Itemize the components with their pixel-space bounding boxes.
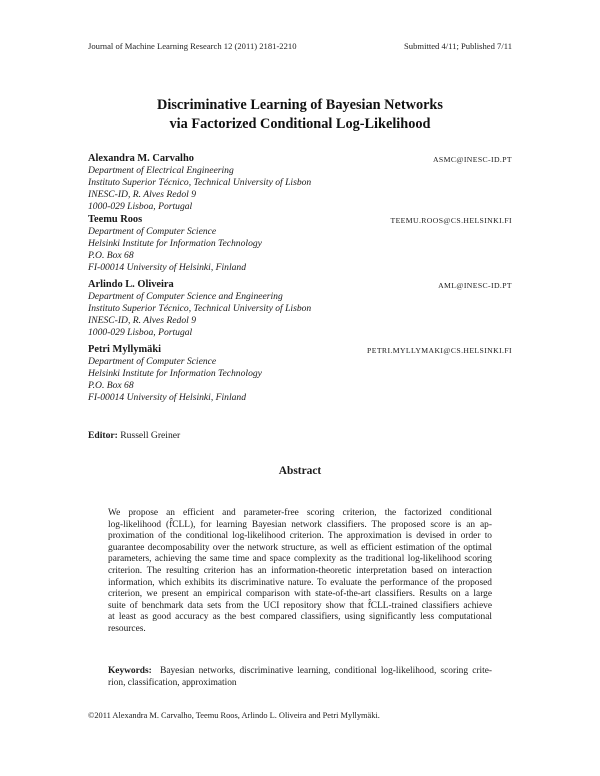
affiliation-line: Department of Electrical Engineering: [88, 165, 234, 176]
abstract-body: [108, 508, 492, 636]
author-name: Teemu Roos: [88, 214, 143, 225]
abstract-line: proximation of the conditional log-likelihood criterion. The approximation is devised in order to: [108, 531, 492, 542]
affiliation-line: FI-00014 University of Helsinki, Finland: [88, 392, 247, 403]
abstract-line: resources.: [108, 623, 146, 634]
abstract-line: guarantee decomposability over the network structure, as well as efficient estimation of the optimal: [108, 542, 492, 553]
affiliation-line: P.O. Box 68: [88, 250, 134, 261]
title-line-1: Discriminative Learning of Bayesian Networks: [157, 97, 443, 113]
abstract-line: information, which exhibits its discriminative nature. To evaluate the performance of the proposed: [108, 577, 492, 588]
affiliation-line: Department of Computer Science and Engineering: [88, 291, 283, 302]
submission-dates: Submitted 4/11; Published 7/11: [404, 41, 512, 51]
editor-line: [88, 430, 180, 442]
abstract-line: suite of benchmark data sets from the UCI repository show that f̂CLL-trained classifiers achieve: [108, 600, 492, 611]
affiliation-line: Helsinki Institute for Information Technology: [88, 368, 262, 379]
affiliation-line: Department of Computer Science: [88, 226, 217, 237]
abstract-line: We propose an efficient and parameter-free scoring criterion, the factorized conditional: [108, 508, 492, 518]
abstract-line: criterion. The resulting criterion has an information-theoretic interpretation based on interaction: [108, 565, 492, 576]
editor-label: Editor:: [88, 430, 118, 441]
copyright-footer: ©2011 Alexandra M. Carvalho, Teemu Roos, Arlindo L. Oliveira and Petri Myllymäki.: [88, 711, 380, 720]
affiliation-line: 1000-029 Lisboa, Portugal: [88, 327, 193, 338]
author-name: Arlindo L. Oliveira: [88, 279, 174, 290]
keywords-line: rion, classification, approximation: [108, 677, 237, 688]
author-name: Alexandra M. Carvalho: [88, 153, 194, 164]
affiliation-line: INESC-ID, R. Alves Redol 9: [88, 189, 196, 200]
affiliation-line: Helsinki Institute for Information Technology: [88, 238, 262, 249]
affiliation-line: Department of Computer Science: [88, 356, 217, 367]
keywords-block: [108, 666, 492, 689]
editor-name: Russell Greiner: [120, 430, 181, 441]
keywords-line: [108, 666, 492, 678]
author-block: [88, 152, 512, 213]
author-block: [88, 343, 512, 404]
title-line-2: via Factorized Conditional Log-Likelihood: [169, 116, 431, 132]
abstract-line: criterion, we present an empirical comparison with state-of-the-art classifiers. Results on a large: [108, 589, 492, 600]
affiliation-line: Instituto Superior Técnico, Technical University of Lisbon: [88, 303, 312, 314]
author-block: [88, 278, 512, 339]
keywords-text: Bayesian networks, discriminative learning, conditional log-likelihood, scoring crite-: [160, 666, 492, 676]
author-block: [88, 213, 512, 274]
author-email: AML@INESC-ID.PT: [438, 281, 512, 290]
affiliation-line: P.O. Box 68: [88, 380, 134, 391]
abstract-line: at least as good accuracy as the best compared classifiers, using significantly less computational: [108, 612, 492, 623]
affiliation-line: Instituto Superior Técnico, Technical University of Lisbon: [88, 177, 312, 188]
paper-title: [0, 96, 600, 134]
author-email: ASMC@INESC-ID.PT: [432, 155, 512, 164]
author-email: TEEMU.ROOS@CS.HELSINKI.FI: [390, 216, 512, 225]
abstract-line: log-likelihood (f̂CLL), for learning Bayesian network classifiers. The proposed score is an ap-: [108, 519, 492, 530]
affiliation-line: FI-00014 University of Helsinki, Finland: [88, 262, 247, 273]
keywords-label: Keywords:: [108, 666, 152, 676]
affiliation-line: 1000-029 Lisboa, Portugal: [88, 201, 193, 212]
abstract-line: parameters, achieving the same time and space complexity as the traditional log-likelihood scoring: [108, 554, 492, 565]
affiliation-line: INESC-ID, R. Alves Redol 9: [88, 315, 196, 326]
author-email: PETRI.MYLLYMAKI@CS.HELSINKI.FI: [367, 346, 512, 355]
abstract-heading: Abstract: [278, 465, 322, 477]
journal-header: Journal of Machine Learning Research 12 (2011) 2181-2210: [88, 41, 297, 51]
author-name: Petri Myllymäki: [88, 344, 162, 355]
